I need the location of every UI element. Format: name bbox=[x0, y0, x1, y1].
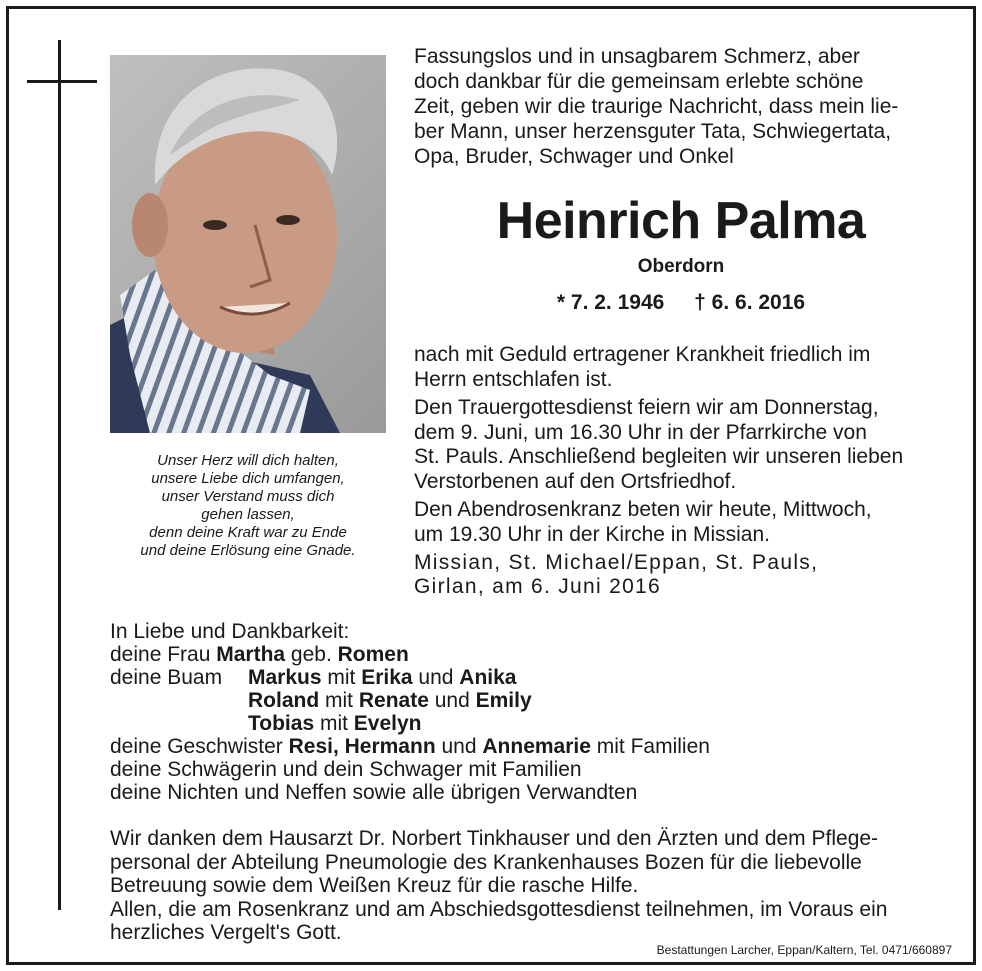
family-son bbox=[110, 689, 950, 712]
intro-text bbox=[414, 44, 948, 169]
sibling-names: Resi, Hermann bbox=[288, 735, 436, 758]
funeral-home-footer: Bestattungen Larcher, Eppan/Kaltern, Tel. 0471/660897 bbox=[656, 943, 952, 957]
sibling-names: Annemarie bbox=[482, 735, 591, 758]
sons-label: deine Buam bbox=[110, 666, 223, 689]
family-relatives: deine Nichten und Neffen sowie alle übrigen Verwandten bbox=[110, 781, 638, 804]
body-line: St. Pauls. Anschließend begleiten wir unseren lieben bbox=[414, 445, 904, 468]
partner-name: Evelyn bbox=[353, 712, 422, 735]
body-paragraph bbox=[414, 498, 948, 547]
death-date: † 6. 6. 2016 bbox=[694, 291, 806, 314]
wife-maiden-name: Romen bbox=[337, 643, 409, 666]
portrait-illustration bbox=[110, 55, 386, 433]
intro-line: Zeit, geben wir die traurige Nachricht, dass mein lie- bbox=[414, 95, 899, 118]
body-line: Den Abendrosenkranz beten wir heute, Mittwoch, bbox=[414, 498, 872, 521]
son-name: Tobias bbox=[248, 712, 315, 735]
thanks-line: Betreuung sowie dem Weißen Kreuz für die rasche Hilfe. bbox=[110, 874, 639, 897]
son-name: Markus bbox=[248, 666, 322, 689]
place-date-signoff bbox=[414, 551, 948, 599]
deceased-name: Heinrich Palma bbox=[496, 192, 866, 250]
poem-line: und deine Erlösung eine Gnade. bbox=[140, 542, 356, 559]
family-son bbox=[110, 666, 950, 689]
poem-line: unsere Liebe dich umfangen, bbox=[151, 470, 345, 487]
signoff-line: Girlan, am 6. Juni 2016 bbox=[414, 575, 662, 598]
family-list bbox=[110, 620, 950, 804]
intro-line: Fassungslos und in unsagbarem Schmerz, aber bbox=[414, 45, 860, 68]
partner-name: Erika bbox=[361, 666, 413, 689]
family-inlaws: deine Schwägerin und dein Schwager mit Familien bbox=[110, 758, 582, 781]
intro-line: Opa, Bruder, Schwager und Onkel bbox=[414, 145, 734, 168]
text: deine Geschwister bbox=[110, 735, 289, 758]
text: mit bbox=[314, 712, 354, 735]
family-heading: In Liebe und Dankbarkeit: bbox=[110, 620, 350, 643]
signoff-line: Missian, St. Michael/Eppan, St. Pauls, bbox=[414, 551, 819, 574]
body-line: Herrn entschlafen ist. bbox=[414, 367, 613, 391]
text: mit bbox=[321, 666, 362, 689]
poem-line: denn deine Kraft war zu Ende bbox=[149, 524, 347, 541]
family-wife bbox=[110, 643, 950, 666]
cross-icon-horizontal bbox=[27, 80, 97, 83]
body-line: dem 9. Juni, um 16.30 Uhr in der Pfarrkirche von bbox=[414, 420, 867, 444]
thanks-line: personal der Abteilung Pneumologie des Krankenhauses Bozen für die liebevolle bbox=[110, 850, 862, 874]
child-name: Anika bbox=[459, 666, 517, 689]
body-line: Den Trauergottesdienst feiern wir am Donnerstag, bbox=[414, 396, 879, 419]
poem-line: unser Verstand muss dich bbox=[161, 488, 335, 505]
thanks-line: herzliches Vergelt's Gott. bbox=[110, 921, 342, 944]
deceased-place: Oberdorn bbox=[637, 256, 725, 277]
text: und bbox=[435, 735, 483, 758]
thanks-line: Wir danken dem Hausarzt Dr. Norbert Tinkhauser und den Ärzten und dem Pflege- bbox=[110, 827, 879, 850]
cross-icon-vertical bbox=[58, 40, 61, 910]
text: und bbox=[428, 689, 476, 712]
life-dates bbox=[414, 290, 948, 316]
thanks-line: Allen, die am Rosenkranz und am Abschiedsgottesdienst teilnehmen, im Voraus ein bbox=[110, 897, 888, 921]
text: mit Familien bbox=[590, 735, 710, 758]
body-paragraph bbox=[414, 396, 948, 494]
intro-line: ber Mann, unser herzensguter Tata, Schwiegertata, bbox=[414, 120, 892, 143]
text: und bbox=[412, 666, 460, 689]
intro-line: doch dankbar für die gemeinsam erlebte schöne bbox=[414, 70, 864, 93]
body-line: Verstorbenen auf den Ortsfriedhof. bbox=[414, 469, 737, 493]
portrait-photo bbox=[110, 55, 386, 433]
birth-date: * 7. 2. 1946 bbox=[556, 291, 665, 314]
body-line: nach mit Geduld ertragener Krankheit friedlich im bbox=[414, 343, 871, 366]
wife-name: Martha bbox=[216, 643, 286, 666]
family-son bbox=[110, 712, 950, 735]
thanks-text bbox=[110, 827, 950, 945]
body-paragraph bbox=[414, 343, 948, 392]
son-name: Roland bbox=[248, 689, 320, 712]
body-text bbox=[414, 343, 948, 551]
poem-line: Unser Herz will dich halten, bbox=[157, 452, 339, 469]
partner-name: Renate bbox=[358, 689, 429, 712]
text: mit bbox=[319, 689, 359, 712]
text: geb. bbox=[285, 643, 338, 666]
text: deine Frau bbox=[110, 643, 217, 666]
memorial-poem bbox=[110, 452, 386, 560]
child-name: Emily bbox=[475, 689, 532, 712]
body-line: um 19.30 Uhr in der Kirche in Missian. bbox=[414, 522, 770, 546]
poem-line: gehen lassen, bbox=[201, 506, 295, 523]
family-siblings bbox=[110, 735, 950, 758]
